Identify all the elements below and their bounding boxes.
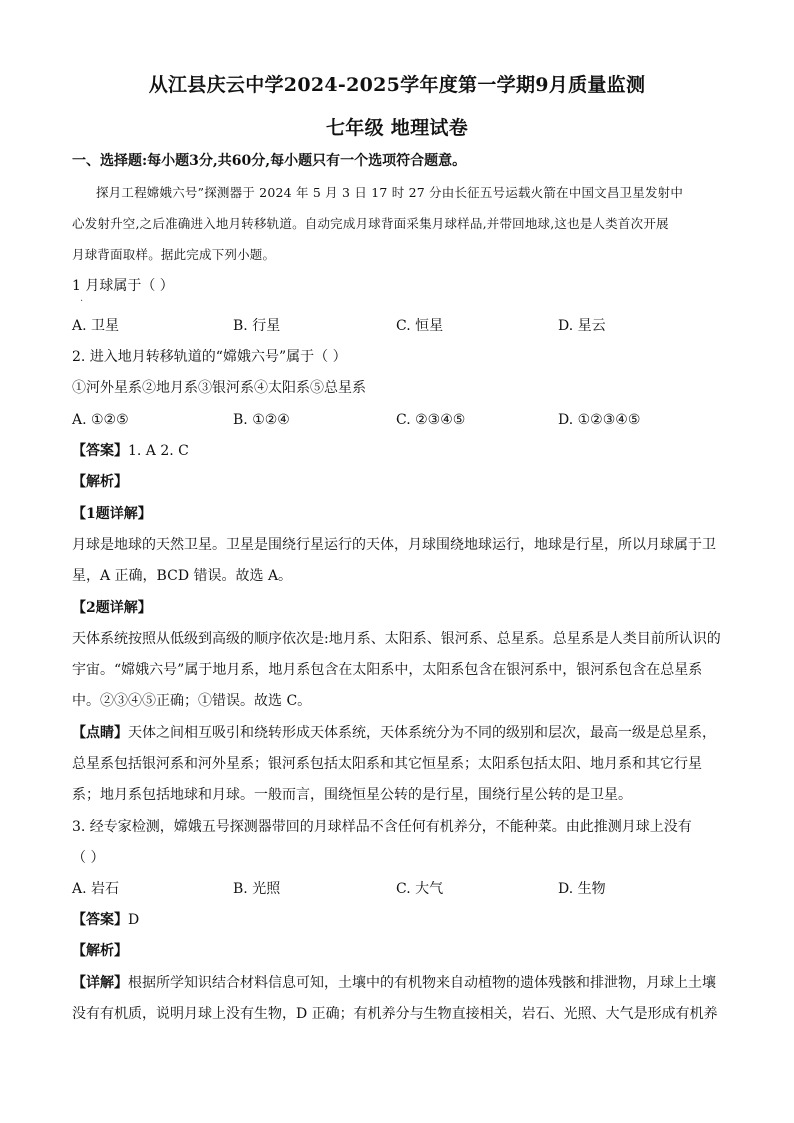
q3-stem-line-2: （ ）: [72, 850, 105, 866]
detail-1-line-2: 星，A 正确，BCD 错误。故选 A。: [72, 568, 293, 584]
exam-title: 从江县庆云中学2024-2025学年度第一学期9月质量监测: [148, 74, 646, 96]
exam-subtitle: 七年级 地理试卷: [325, 117, 468, 139]
q2-items: ①河外星系②地月系③银河系④太阳系⑤总星系: [72, 380, 366, 396]
tip-line-1: [72, 723, 722, 743]
detail-3-line-1: [72, 973, 722, 993]
material-line-3: 月球背面取样。据此完成下列小题。: [72, 247, 276, 262]
q2-option-d: D. ①②③④⑤: [558, 412, 641, 428]
detail-3-label: 【详解】: [72, 975, 128, 991]
q3-stem-line-1: 3. 经专家检测，嫦娥五号探测器带回的月球样品不含任何有机养分，不能种菜。由此推测月球上没有: [72, 819, 692, 835]
detail-3-text-1: 根据所学知识结合材料信息可知，土壤中的有机物来自动植物的遗体残骸和排泄物，月球上土壤: [128, 975, 716, 991]
material-line-2: 心发射升空,之后准确进入地月转移轨道。自动完成月球背面采集月球样品,并带回地球,这也是人类首次开展: [72, 216, 669, 231]
detail-2-line-2: 宇宙。“嫦娥六号”属于地月系，地月系包含在太阳系中，太阳系包含在银河系中，银河系包含在总星系: [72, 662, 703, 678]
q1-stem: 1 月球属于（ ）: [72, 278, 174, 294]
q3-option-a: A. 岩石: [72, 881, 120, 897]
analysis-label-1: 【解析】: [72, 474, 128, 490]
q2-option-b: B. ①②④: [233, 412, 290, 428]
q3-option-c: C. 大气: [396, 881, 444, 897]
tip-text-1: 天体之间相互吸引和绕转形成天体系统，天体系统分为不同的级别和层次，最高一级是总星系，: [128, 725, 716, 741]
q2-option-a: A. ①②⑤: [72, 412, 129, 428]
answer-row-2: [72, 910, 722, 930]
q1-option-d: D. 星云: [558, 318, 606, 334]
tip-line-2: 总星系包括银河系和河外星系；银河系包括太阳系和其它恒星系；太阳系包括太阳、地月系和其它行星: [72, 756, 702, 772]
q3-option-b: B. 光照: [233, 881, 281, 897]
q3-option-d: D. 生物: [558, 881, 606, 897]
answer-label-2: 【答案】: [72, 912, 128, 928]
q1-option-a: A. 卫星: [72, 318, 120, 334]
section-heading: 一、选择题:每小题3分,共60分,每小题只有一个选项符合题意。: [72, 153, 467, 169]
q1-option-c: C. 恒星: [396, 318, 444, 334]
analysis-label-2: 【解析】: [72, 943, 128, 959]
tip-label: 【点睛】: [72, 725, 128, 741]
stray-dot: ·: [80, 296, 84, 307]
q1-option-b: B. 行星: [233, 318, 281, 334]
detail-3-line-2: 没有有机质，说明月球上没有生物，D 正确；有机养分与生物直接相关，岩石、光照、大气是形成有机养: [72, 1006, 718, 1022]
detail-2-line-3: 中。②③④⑤正确；①错误。故选 C。: [72, 693, 312, 709]
answer-label: 【答案】: [72, 443, 128, 459]
answer-text-2: D: [128, 912, 140, 928]
q2-option-c: C. ②③④⑤: [396, 412, 466, 428]
answer-text: 1. A 2. C: [128, 443, 189, 459]
detail-1-heading: 【1题详解】: [72, 506, 152, 522]
detail-2-line-1: 天体系统按照从低级到高级的顺序依次是:地月系、太阳系、银河系、总星系。总星系是人类目前所认识的: [72, 631, 721, 647]
detail-2-heading: 【2题详解】: [72, 600, 152, 616]
detail-1-line-1: 月球是地球的天然卫星。卫星是围绕行星运行的天体，月球围绕地球运行，地球是行星，所以月球属于卫: [72, 537, 716, 553]
material-line-1: 探月工程嫦娥六号”探测器于 2024 年 5 月 3 日 17 时 27 分由长征五号运载火箭在中国文昌卫星发射中: [96, 185, 684, 200]
q2-stem: 2. 进入地月转移轨道的“嫦娥六号”属于（ ）: [72, 349, 347, 365]
tip-line-3: 系；地月系包括地球和月球。一般而言，围绕恒星公转的是行星，围绕行星公转的是卫星。: [72, 787, 632, 803]
answer-row-1: [72, 441, 722, 461]
